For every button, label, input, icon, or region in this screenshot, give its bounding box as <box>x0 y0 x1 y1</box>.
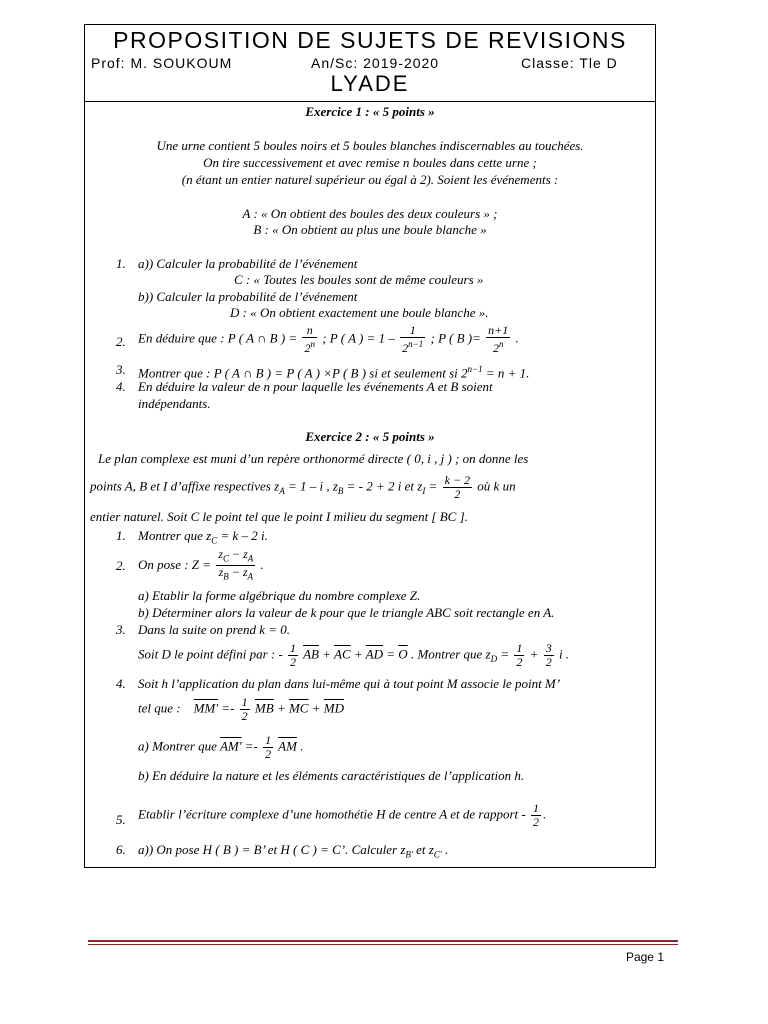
ex1-q2-text-b: ; P ( A ) = 1 – <box>322 330 395 346</box>
class-level: Classe: Tle D <box>521 55 618 71</box>
ex2-intro-line-2: points A, B et I d’affixe respectives $z_A = 1 - i$ , $z_B$ = - 2 + 2 i et $z_I$ = $\frac{k - 2}{2}$ où k un <box>90 473 516 501</box>
ex2-q3-text-b: Soit D le point défini par : - <box>138 646 283 662</box>
school-name: LYADE <box>330 71 410 96</box>
ex2-q4-number: 4. <box>116 676 126 691</box>
ex1-q3-number: 3. <box>116 362 126 377</box>
ex2-q5-number: 5. <box>116 812 126 827</box>
ex2-q1-number: 1. <box>116 528 126 543</box>
ex2-q3: Dans la suite on prend k = 0. <box>138 622 291 637</box>
ex2-q1-text-b: = k – 2 i. <box>217 528 268 543</box>
ex2-q4-text-b: tel que : <box>138 700 181 716</box>
ex1-q4-line-1: En déduire la valeur de n pour laquelle les événements A et B soient <box>138 379 493 394</box>
ex2-q4a-text: a) Montrer que <box>138 738 217 754</box>
ex1-q2: En déduire que : P ( A ∩ B ) = $\frac{n}{2^n}$ ; P ( A ) = 1 – $\frac{1}{2^{n-1}}$ ; P ( B )= $\frac{n+1}{2^n}$ . <box>138 323 519 355</box>
footer-rule-thin <box>88 944 678 945</box>
ex2-l2-c: = - 2 + 2 i et z <box>343 478 423 494</box>
ex1-q1-number: 1. <box>116 256 126 271</box>
ex2-q4a: a) Montrer que AM' =- $\frac{1}{2}$ $\overline{AM}$ . <box>138 733 304 761</box>
ex1-q4-number: 4. <box>116 379 126 394</box>
header-box <box>84 24 656 102</box>
ex1-intro-line-2: On tire successivement et avec remise n boules dans cette urne ; <box>203 155 537 170</box>
ex2-q2-text: On pose : Z = <box>138 556 212 572</box>
fraction-1-over-2-c: $\frac{1}{2}$ <box>241 695 248 723</box>
footer-rule <box>88 940 678 942</box>
ex2-l2-a: points A, B et I d’affixe respectives z <box>90 478 280 494</box>
ex1-q1b: b)) Calculer la probabilité de l’événement <box>138 289 358 304</box>
ex1-q4-line-2: indépendants. <box>138 396 211 411</box>
ex2-q3-line-2: Soit D le point défini par : - $\frac{1}{2}$ $\overline{AB} + \overline{AC} + \overline{AD} = \overline{O}$ . Montrer que $z_D$ = $\frac{1}{2}$ + $\frac{3}{2}$ i . <box>138 641 570 669</box>
ex2-q2a: a) Etablir la forme algébrique du nombre complexe Z. <box>138 588 421 603</box>
document-title: PROPOSITION DE SUJETS DE REVISIONS <box>113 27 627 53</box>
fraction-k-2-over-2: $\frac{k - 2}{2}$ <box>444 473 471 501</box>
ex2-q4: Soit h l’application du plan dans lui-même qui à tout point M associe le point M’ <box>138 676 561 691</box>
ex2-q4-line-2: tel que : MM' =- $\frac{1}{2}$ $\overline{MB} + \overline{MC} + \overline{MD}$ <box>138 695 344 723</box>
ex1-q2-text-c: ; P ( B )= <box>430 330 481 346</box>
ex2-q1: Montrer que $z_C = k - 2$ i. <box>138 528 268 546</box>
ex2-q3-number: 3. <box>116 622 126 637</box>
ex2-q6-text: a)) On pose H ( B ) = B’ et H ( C ) = C’. Calculer z <box>138 842 406 857</box>
fraction-1-over-2n-1: $\frac{1}{2^{n-1}}$ <box>402 323 424 355</box>
ex2-q1-text: Montrer que z <box>138 528 212 543</box>
fraction-3-over-2: $\frac{3}{2}$ <box>545 641 552 669</box>
exercise-1-title: Exercice 1 : « 5 points » <box>305 104 435 119</box>
ex2-q3-text-c: . Montrer que z <box>410 646 491 662</box>
exercise-2-title: Exercice 2 : « 5 points » <box>305 429 435 444</box>
ex2-q6-number: 6. <box>116 842 126 857</box>
ex2-q6: a)) On pose H ( B ) = B’ et H ( C ) = C’. Calculer $z_{B'}$ et $z_{C'}$ . <box>138 842 449 860</box>
ex1-q1a: a)) Calculer la probabilité de l’événement <box>138 256 358 271</box>
fraction-n1-over-2n: $\frac{n+1}{2^n}$ <box>488 323 509 355</box>
ex1-q3-text-b: = n + 1. <box>482 365 530 381</box>
ex2-intro-line-3: entier naturel. Soit C le point tel que le point I milieu du segment [ BC ]. <box>90 509 468 524</box>
ex1-q2-text: En déduire que : P ( A ∩ B ) = <box>138 330 298 346</box>
ex1-q3-text: Montrer que : P ( A ∩ B ) = P ( A ) ×P ( B ) si et seulement si 2 <box>138 365 468 381</box>
ex1-event-b: B : « On obtient au plus une boule blanche » <box>253 222 487 237</box>
ex1-q3: Montrer que : P ( A ∩ B ) = P ( A ) ×P ( B ) si et seulement si $2^{n-1} = n + 1$. <box>138 364 530 381</box>
ex1-q2-number: 2. <box>116 334 126 349</box>
ex2-l2-b: = 1 – i , z <box>284 478 338 494</box>
ex2-q6-text-b: et z <box>412 842 434 857</box>
prof-name: Prof: M. SOUKOUM <box>91 55 233 71</box>
ex2-q5: Etablir l’écriture complexe d’une homothétie H de centre A et de rapport - $\frac{1}{2}$ . <box>138 801 547 829</box>
ex1-q1b-event-d: D : « On obtient exactement une boule blanche ». <box>230 305 489 320</box>
ex2-q4b: b) En déduire la nature et les éléments caractéristiques de l’application h. <box>138 768 525 783</box>
ex2-q2b: b) Déterminer alors la valeur de k pour que le triangle ABC soit rectangle en A. <box>138 605 555 620</box>
ex1-q1a-event-c: C : « Toutes les boules sont de même couleurs » <box>234 272 484 287</box>
school-year: An/Sc: 2019-2020 <box>311 55 440 71</box>
fraction-n-over-2n: $\frac{n}{2^n}$ <box>304 323 315 355</box>
ex2-l2-e: où k un <box>477 478 516 494</box>
fraction-1-over-2-e: $\frac{1}{2}$ <box>532 801 539 829</box>
ex2-q5-text: Etablir l’écriture complexe d’une homothétie H de centre A et de rapport - <box>138 806 526 822</box>
ex1-intro-line-3: (n étant un entier naturel supérieur ou égal à 2). Soient les événements : <box>181 172 559 187</box>
fraction-1-over-2-a: $\frac{1}{2}$ <box>290 641 297 669</box>
ex1-event-a: A : « On obtient des boules des deux couleurs » ; <box>242 206 498 221</box>
ex2-intro-line-1: Le plan complexe est muni d’un repère orthonormé directe ( 0, i , j ) ; on donne les <box>98 451 529 466</box>
ex2-q2: On pose : Z = $\frac{z_C - z_A}{z_B - z_A}$ . <box>138 547 264 582</box>
page-number: Page 1 <box>625 950 664 964</box>
ex1-intro-line-1: Une urne contient 5 boules noirs et 5 boules blanches indiscernables au touchées. <box>156 138 584 153</box>
fraction-z-quotient: $\frac{z_C - z_A}{z_B - z_A}$ <box>218 547 254 582</box>
fraction-1-over-2-d: $\frac{1}{2}$ <box>265 733 272 761</box>
ex2-q2-number: 2. <box>116 558 126 573</box>
fraction-1-over-2-b: $\frac{1}{2}$ <box>516 641 523 669</box>
ex2-l2-d: = <box>425 478 438 494</box>
